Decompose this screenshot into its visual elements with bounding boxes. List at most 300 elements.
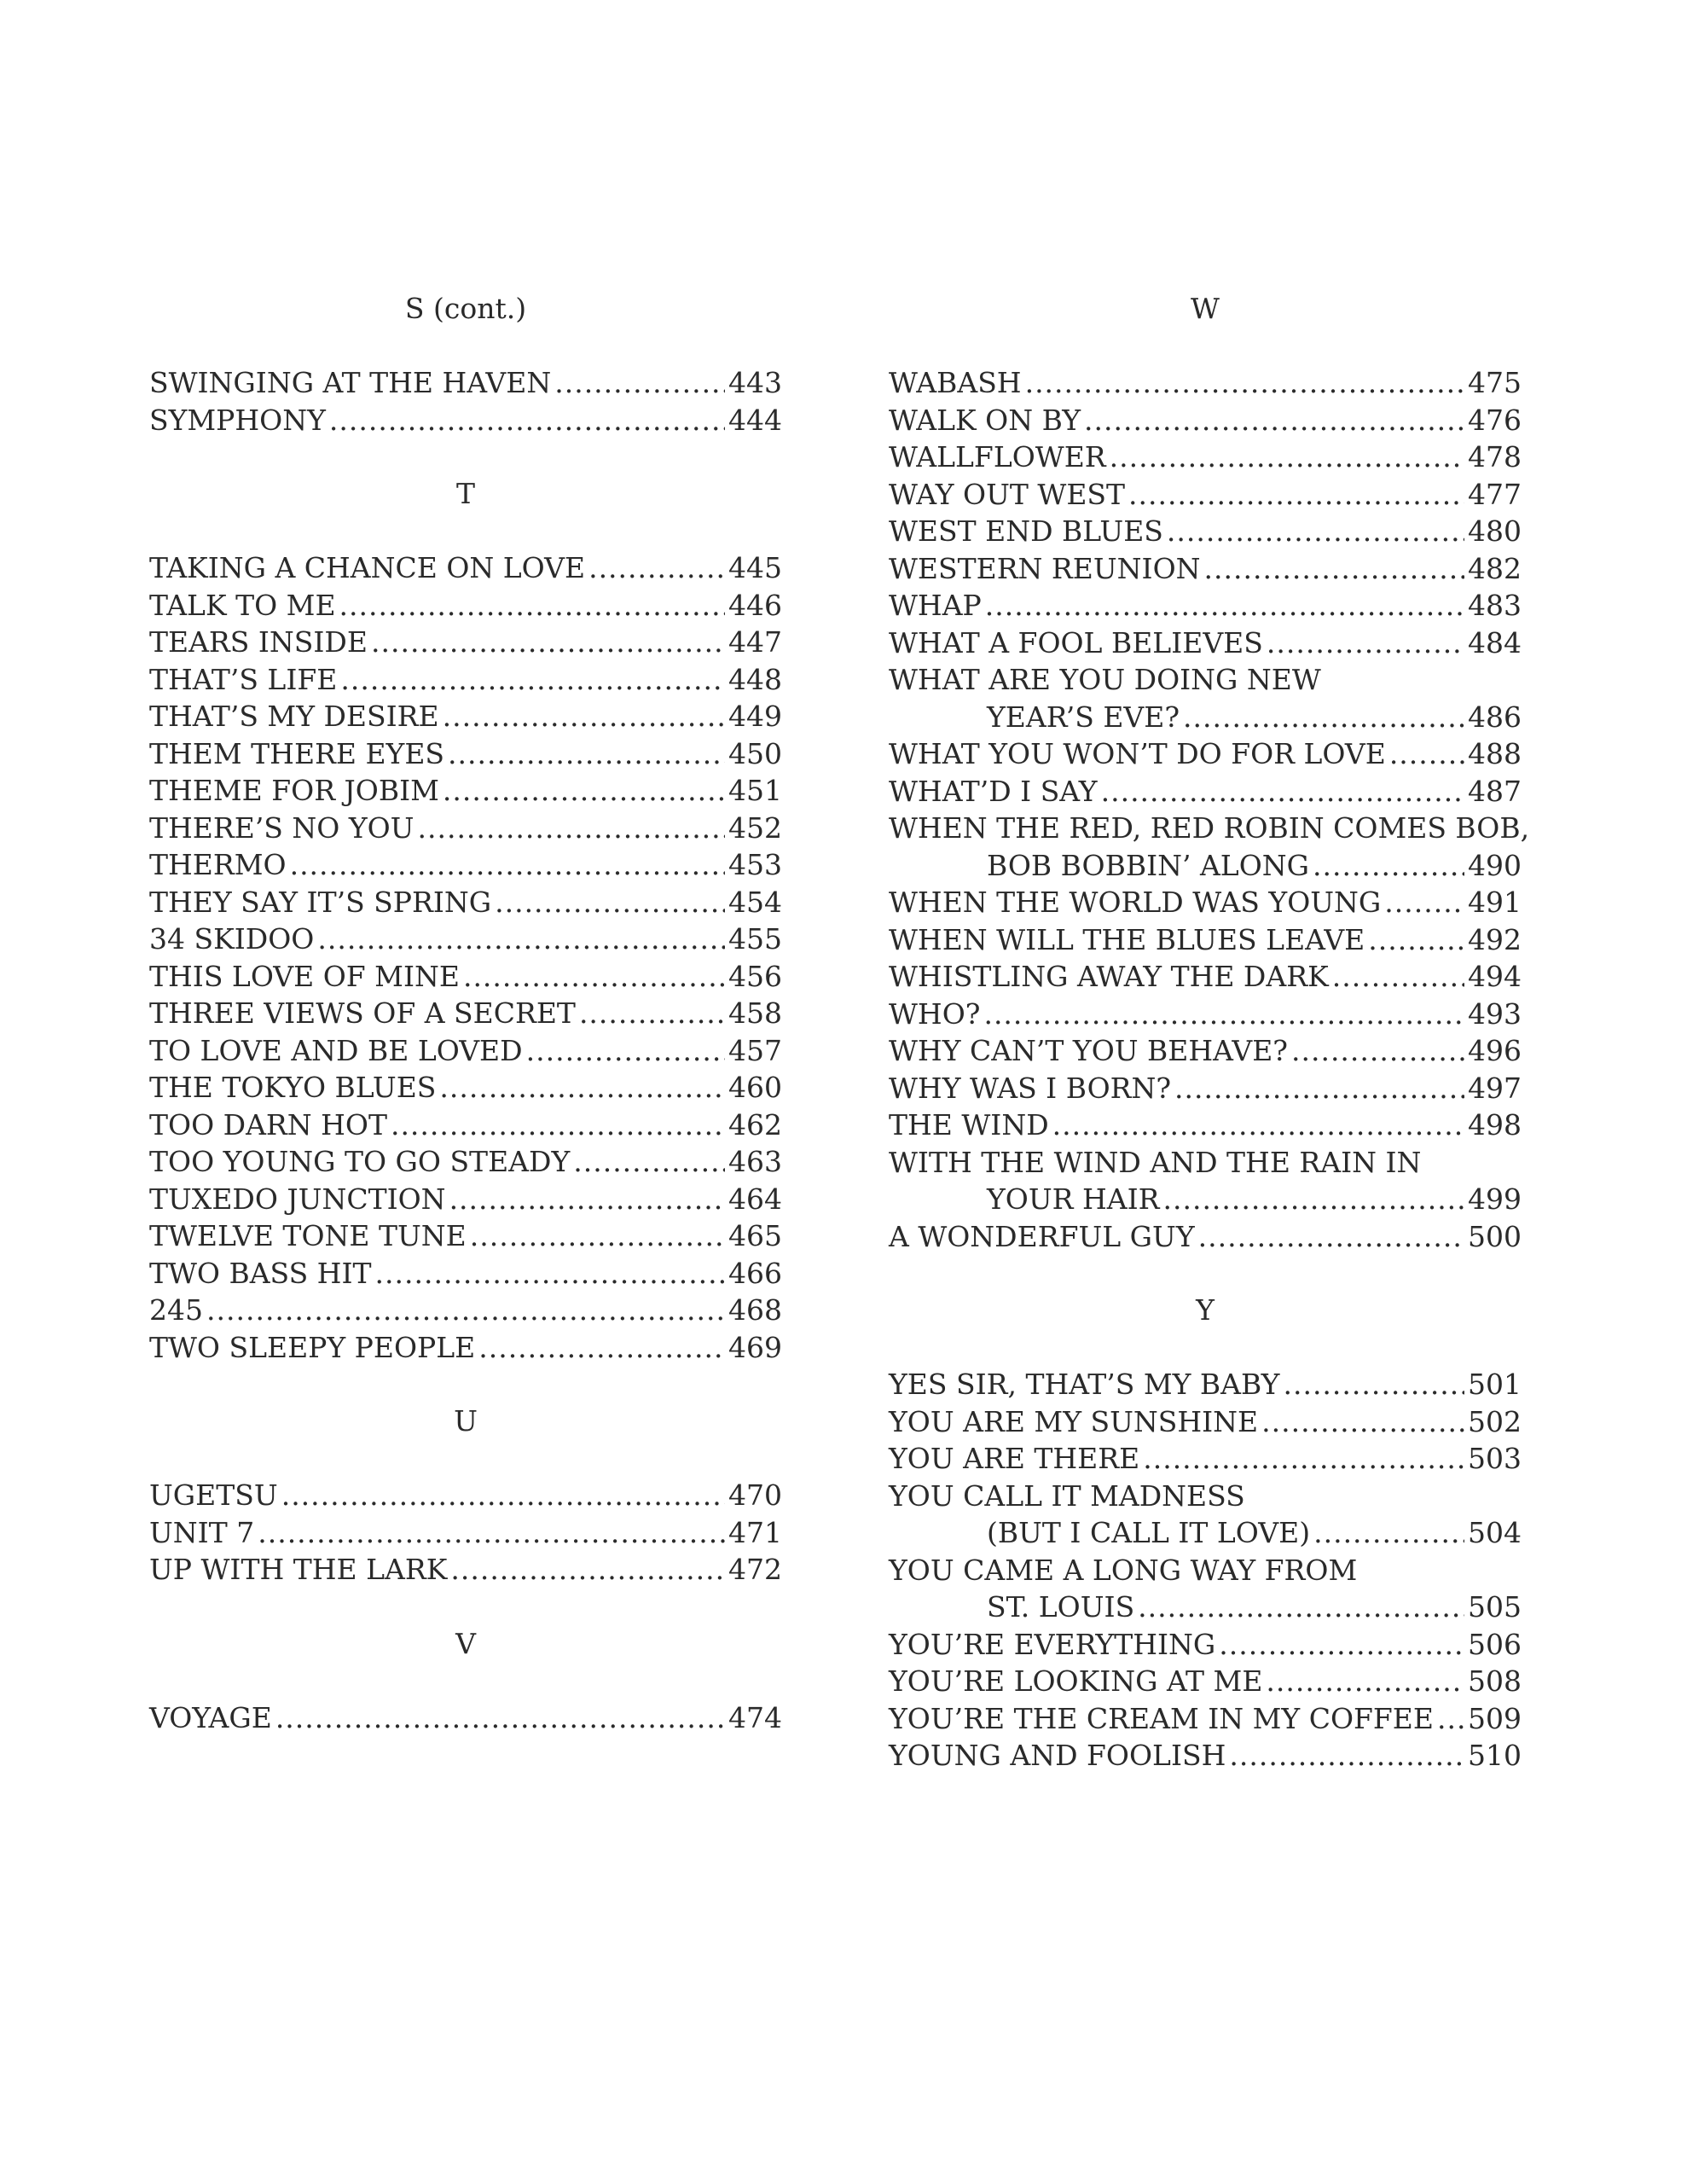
index-section-t	[149, 475, 782, 1366]
entry-line	[149, 1143, 782, 1181]
dot-leader	[1219, 1626, 1464, 1664]
index-entry	[149, 549, 782, 587]
page-number: 465	[728, 1219, 782, 1252]
index-entry	[889, 1700, 1522, 1738]
dot-leader	[371, 624, 725, 661]
entry-title: WEST END BLUES	[889, 514, 1163, 548]
dot-leader	[417, 810, 725, 847]
entry-title: THIS LOVE OF MINE	[149, 959, 460, 993]
index-entry	[149, 1514, 782, 1552]
entry-line	[889, 773, 1522, 810]
entry-line	[149, 1032, 782, 1070]
entry-line	[149, 1181, 782, 1218]
index-entry	[889, 1107, 1522, 1144]
entry-title: UP WITH THE LARK	[149, 1553, 448, 1586]
entry-line	[149, 1255, 782, 1292]
dot-leader	[1128, 476, 1464, 514]
entry-title: A WONDERFUL GUY	[889, 1219, 1195, 1253]
entry-line	[889, 884, 1522, 921]
index-entry	[889, 661, 1522, 735]
page-number: 483	[1468, 589, 1522, 622]
page-number: 451	[728, 774, 782, 807]
page-number: 510	[1468, 1739, 1522, 1772]
entry-line	[889, 1514, 1522, 1552]
index-entry	[149, 1292, 782, 1329]
page-number: 463	[728, 1145, 782, 1178]
entry-title-continued: YOUR HAIR	[987, 1182, 1160, 1216]
entry-line	[149, 810, 782, 847]
index-entry	[149, 772, 782, 810]
index-entry	[149, 995, 782, 1032]
dot-leader	[206, 1292, 725, 1329]
page-number: 497	[1468, 1071, 1522, 1105]
page-number: 474	[728, 1700, 782, 1734]
dot-leader	[526, 1032, 725, 1070]
entry-line	[889, 1700, 1522, 1738]
page-number: 505	[1468, 1590, 1522, 1623]
index-entry	[889, 810, 1530, 884]
index-section-s-cont	[149, 290, 782, 439]
entry-line	[889, 476, 1522, 514]
index-entry	[889, 550, 1522, 588]
right-column	[889, 290, 1530, 1774]
entry-line	[889, 402, 1522, 439]
entry-line	[889, 439, 1522, 476]
entry-title: VOYAGE	[149, 1700, 272, 1734]
page-number: 502	[1468, 1404, 1522, 1438]
index-entry	[149, 364, 782, 402]
entry-line	[149, 624, 782, 661]
index-entry	[889, 402, 1522, 439]
entry-line	[889, 1737, 1522, 1774]
index-entry	[889, 996, 1522, 1033]
index-entry	[889, 884, 1522, 921]
entry-title: WHEN WILL THE BLUES LEAVE	[889, 922, 1365, 956]
page-number: 454	[728, 885, 782, 919]
dot-leader	[375, 1255, 725, 1292]
dot-leader	[448, 735, 725, 773]
dot-leader	[985, 587, 1464, 624]
page-number: 499	[1468, 1182, 1522, 1216]
page-number: 457	[728, 1033, 782, 1067]
index-entry	[889, 1663, 1522, 1700]
dot-leader	[443, 772, 725, 810]
index-entry	[889, 958, 1522, 996]
entry-title: WHAT A FOOL BELIEVES	[889, 625, 1263, 659]
entry-title: 34 SKIDOO	[149, 922, 315, 956]
entry-title: YOU ARE MY SUNSHINE	[889, 1404, 1259, 1438]
page-number: 449	[728, 700, 782, 733]
entry-line	[889, 1589, 1522, 1626]
page-number: 456	[728, 959, 782, 993]
dot-leader	[1198, 1218, 1464, 1256]
entry-title: YOU CAME A LONG WAY FROM	[889, 1553, 1358, 1587]
page-number: 484	[1468, 625, 1522, 659]
index-entry	[889, 1552, 1522, 1626]
page-number: 500	[1468, 1219, 1522, 1253]
entry-title: WHAT’D I SAY	[889, 774, 1098, 808]
entry-title: THE TOKYO BLUES	[149, 1071, 437, 1104]
entry-title: THE WIND	[889, 1108, 1049, 1141]
index-entry	[889, 513, 1522, 550]
dot-leader	[1384, 884, 1464, 921]
entry-title: WESTERN REUNION	[889, 551, 1201, 585]
entry-line	[149, 1292, 782, 1329]
index-entry	[889, 1366, 1522, 1403]
index-entry	[149, 402, 782, 439]
entry-line	[889, 958, 1522, 996]
dot-leader	[1110, 439, 1464, 476]
dot-leader	[1183, 699, 1464, 736]
index-entry	[149, 1032, 782, 1070]
entry-title: 245	[149, 1293, 203, 1327]
index-entry	[149, 1699, 782, 1737]
page-number: 476	[1468, 403, 1522, 437]
entry-title: WHEN THE WORLD WAS YOUNG	[889, 886, 1382, 919]
index-entry	[149, 1551, 782, 1589]
page-number: 453	[728, 848, 782, 881]
index-entry	[149, 884, 782, 921]
dot-leader	[463, 958, 725, 996]
index-entry	[889, 364, 1522, 402]
dot-leader	[983, 996, 1464, 1033]
entry-title: TWO BASS HIT	[149, 1256, 372, 1290]
entry-line	[889, 1218, 1522, 1256]
entry-line	[889, 1626, 1522, 1664]
index-entry	[889, 1403, 1522, 1441]
index-entry	[149, 810, 782, 847]
entry-line	[889, 513, 1522, 550]
page-number: 478	[1468, 440, 1522, 473]
dot-leader	[1291, 1032, 1464, 1070]
entry-title: YOU’RE EVERYTHING	[889, 1627, 1216, 1661]
index-entry	[889, 1737, 1522, 1774]
index-entry	[889, 773, 1522, 810]
dot-leader	[449, 1181, 725, 1218]
entry-title: WALLFLOWER	[889, 440, 1106, 473]
entry-line	[149, 698, 782, 735]
entry-line	[149, 587, 782, 624]
entry-title: THERMO	[149, 848, 287, 881]
entry-title: THERE’S NO YOU	[149, 810, 415, 845]
dot-leader	[579, 995, 725, 1032]
dot-leader	[443, 698, 725, 735]
entry-title: YOU CALL IT MADNESS	[889, 1478, 1245, 1513]
entry-line	[149, 1477, 782, 1514]
index-entry	[149, 1329, 782, 1367]
entry-line	[889, 1107, 1522, 1144]
dot-leader	[1174, 1070, 1464, 1107]
dot-leader	[339, 587, 725, 624]
index-entry	[889, 439, 1522, 476]
entry-line	[889, 1032, 1522, 1070]
page-number: 482	[1468, 551, 1522, 585]
dot-leader	[290, 846, 725, 884]
entry-line	[889, 921, 1522, 959]
entry-title: WHY WAS I BORN?	[889, 1071, 1172, 1105]
index-entry	[889, 1478, 1522, 1552]
entry-title: SYMPHONY	[149, 403, 326, 437]
dot-leader	[391, 1107, 725, 1144]
index-entry	[149, 624, 782, 661]
entry-title: THEM THERE EYES	[149, 736, 445, 770]
dot-leader	[1229, 1737, 1464, 1774]
page-number: 487	[1468, 774, 1522, 808]
dot-leader	[439, 1069, 725, 1107]
page-number: 491	[1468, 886, 1522, 919]
index-entry	[889, 1032, 1522, 1070]
page-number: 477	[1468, 477, 1522, 511]
index-entry	[889, 1218, 1522, 1256]
entry-line	[149, 1329, 782, 1367]
dot-leader	[1084, 402, 1464, 439]
dot-leader	[1313, 1514, 1464, 1552]
page-number: 444	[728, 403, 782, 437]
entry-line	[149, 772, 782, 810]
section-heading: S (cont.)	[404, 292, 527, 325]
dot-leader	[329, 402, 725, 439]
entry-title: WABASH	[889, 366, 1022, 399]
entry-title: TALK TO ME	[149, 588, 336, 622]
page-number: 480	[1468, 514, 1522, 548]
dot-leader	[1162, 1181, 1464, 1218]
entry-title: WHY CAN’T YOU BEHAVE?	[889, 1034, 1288, 1067]
page-number: 466	[728, 1256, 782, 1290]
page-number: 503	[1468, 1442, 1522, 1475]
page-number: 450	[728, 736, 782, 770]
dot-leader	[1204, 550, 1464, 588]
page-number: 443	[728, 366, 782, 399]
index-entry	[889, 1144, 1522, 1218]
index-entry	[889, 1070, 1522, 1107]
page-number: 494	[1468, 960, 1522, 993]
entry-line	[149, 549, 782, 587]
entry-title-continued: ST. LOUIS	[987, 1590, 1135, 1623]
entry-line	[889, 847, 1522, 885]
page-number: 501	[1468, 1368, 1522, 1401]
dot-leader	[1267, 624, 1464, 662]
index-entry	[149, 698, 782, 735]
page-number: 468	[728, 1293, 782, 1327]
entry-line	[889, 735, 1522, 773]
entry-title: TOO YOUNG TO GO STEADY	[149, 1145, 571, 1178]
index-entry	[149, 846, 782, 884]
entry-title: UGETSU	[149, 1478, 278, 1512]
index-entry	[149, 921, 782, 958]
entry-line	[889, 1663, 1522, 1700]
page-number: 509	[1468, 1701, 1522, 1735]
entry-line	[149, 1217, 782, 1255]
entry-title: YOU’RE THE CREAM IN MY COFFEE	[889, 1701, 1434, 1735]
page-number: 472	[728, 1553, 782, 1586]
entry-title: THAT’S LIFE	[149, 662, 338, 696]
page-number: 492	[1468, 922, 1522, 956]
index-entry	[149, 1107, 782, 1144]
entry-title: TWO SLEEPY PEOPLE	[149, 1330, 476, 1364]
entry-line	[149, 1699, 782, 1737]
page-number: 506	[1468, 1627, 1522, 1661]
index-section-w	[889, 290, 1530, 1255]
entry-title: TAKING A CHANCE ON LOVE	[149, 551, 586, 584]
entry-line	[889, 587, 1522, 624]
entry-line	[149, 921, 782, 958]
dot-leader	[495, 884, 725, 921]
dot-leader	[1261, 1403, 1464, 1441]
dot-leader	[1437, 1700, 1464, 1738]
entry-line	[889, 1403, 1522, 1441]
index-entry	[149, 1255, 782, 1292]
page-number: 488	[1468, 737, 1522, 770]
page-number: 446	[728, 588, 782, 622]
index-entry	[149, 1217, 782, 1255]
page-number: 470	[728, 1478, 782, 1512]
page-number: 496	[1468, 1034, 1522, 1067]
entry-line	[149, 1514, 782, 1552]
dot-leader	[1101, 773, 1464, 810]
index-entry	[889, 624, 1522, 662]
dot-leader	[281, 1477, 725, 1514]
dot-leader	[275, 1699, 725, 1737]
entry-title: WAY OUT WEST	[889, 477, 1126, 511]
index-entry	[149, 1477, 782, 1514]
entry-title: UNIT 7	[149, 1515, 255, 1549]
entry-title: WALK ON BY	[889, 403, 1081, 437]
dot-leader	[450, 1551, 725, 1589]
entry-line	[889, 624, 1522, 662]
dot-leader	[470, 1217, 725, 1255]
left-column	[149, 290, 782, 1736]
index-entry	[149, 587, 782, 624]
page-number: 471	[728, 1515, 782, 1549]
entry-title: THEME FOR JOBIM	[149, 774, 439, 807]
dot-leader	[573, 1143, 725, 1181]
page-number: 475	[1468, 366, 1522, 399]
entry-line	[149, 884, 782, 921]
entry-line	[149, 364, 782, 402]
entry-line	[889, 1181, 1522, 1218]
entry-title: WHEN THE RED, RED ROBIN COMES BOB,	[889, 811, 1530, 845]
dot-leader	[1332, 958, 1464, 996]
dot-leader	[1368, 921, 1464, 959]
index-section-u	[149, 1403, 782, 1589]
section-heading: W	[1191, 292, 1220, 325]
page-number: 458	[728, 996, 782, 1030]
entry-title: THAT’S MY DESIRE	[149, 700, 439, 733]
dot-leader	[1266, 1663, 1464, 1700]
index-section-y	[889, 1292, 1522, 1774]
index-entry	[889, 1626, 1522, 1664]
entry-title-continued: BOB BOBBIN’ ALONG	[987, 848, 1310, 882]
entry-title: YOU’RE LOOKING AT ME	[889, 1664, 1263, 1698]
entry-line	[149, 735, 782, 773]
entry-line	[149, 995, 782, 1032]
page-number: 504	[1468, 1516, 1522, 1549]
dot-leader	[478, 1329, 725, 1367]
page-number: 452	[728, 810, 782, 845]
index-entry	[149, 1181, 782, 1218]
entry-line	[889, 1070, 1522, 1107]
index-entry	[149, 735, 782, 773]
entry-line	[889, 550, 1522, 588]
index-entry	[889, 921, 1522, 959]
dot-leader	[1052, 1107, 1464, 1144]
entry-line	[889, 699, 1522, 736]
section-heading: U	[454, 1404, 478, 1438]
page-number: 455	[728, 922, 782, 956]
page-number: 469	[728, 1330, 782, 1364]
index-entry	[149, 1069, 782, 1107]
entry-title-continued: YEAR’S EVE?	[987, 700, 1180, 734]
dot-leader	[258, 1514, 725, 1552]
entry-title: TEARS INSIDE	[149, 625, 368, 659]
page-number: 508	[1468, 1664, 1522, 1698]
entry-title: YOUNG AND FOOLISH	[889, 1739, 1226, 1772]
entry-title: YES SIR, THAT’S MY BABY	[889, 1368, 1280, 1401]
page-number: 462	[728, 1107, 782, 1141]
dot-leader	[554, 364, 725, 402]
dot-leader	[1167, 513, 1464, 550]
dot-leader	[317, 921, 725, 958]
entry-title: WHAT ARE YOU DOING NEW	[889, 663, 1321, 696]
index-entry	[889, 587, 1522, 624]
entry-line	[149, 661, 782, 699]
entry-line	[149, 958, 782, 996]
section-heading: T	[455, 477, 475, 510]
entry-title: TUXEDO JUNCTION	[149, 1182, 446, 1216]
entry-line	[149, 1107, 782, 1144]
index-entry	[889, 476, 1522, 514]
dot-leader	[1143, 1440, 1464, 1478]
dot-leader	[340, 661, 725, 699]
section-heading: Y	[1196, 1293, 1215, 1327]
page-number: 464	[728, 1182, 782, 1216]
entry-title: WHAP	[889, 589, 982, 622]
entry-line	[889, 1366, 1522, 1403]
index-section-v	[149, 1625, 782, 1737]
entry-line	[889, 364, 1522, 402]
entry-title: WITH THE WIND AND THE RAIN IN	[889, 1145, 1422, 1179]
entry-title: WHAT YOU WON’T DO FOR LOVE	[889, 737, 1386, 770]
entry-line	[149, 1069, 782, 1107]
page-number: 498	[1468, 1108, 1522, 1141]
dot-leader	[1313, 847, 1464, 885]
entry-title: SWINGING AT THE HAVEN	[149, 366, 552, 399]
index-entry	[889, 735, 1522, 773]
index-entry	[149, 1143, 782, 1181]
dot-leader	[1138, 1589, 1464, 1626]
page-number: 447	[728, 625, 782, 659]
dot-leader	[1283, 1366, 1464, 1403]
entry-title: WHISTLING AWAY THE DARK	[889, 960, 1329, 993]
dot-leader	[588, 549, 725, 587]
entry-line	[889, 1440, 1522, 1478]
page-number: 493	[1468, 996, 1522, 1031]
dot-leader	[1389, 735, 1464, 773]
page-number: 460	[728, 1071, 782, 1104]
entry-title: WHO?	[889, 996, 981, 1031]
entry-title: YOU ARE THERE	[889, 1442, 1140, 1475]
entry-line	[149, 1551, 782, 1589]
index-entry	[149, 958, 782, 996]
dot-leader	[1025, 364, 1464, 402]
entry-line	[889, 996, 1522, 1033]
entry-line	[149, 846, 782, 884]
section-heading: V	[455, 1626, 476, 1660]
entry-title: THREE VIEWS OF A SECRET	[149, 996, 576, 1030]
entry-title: THEY SAY IT’S SPRING	[149, 885, 492, 919]
entry-title: TWELVE TONE TUNE	[149, 1219, 467, 1252]
page-number: 445	[728, 551, 782, 584]
